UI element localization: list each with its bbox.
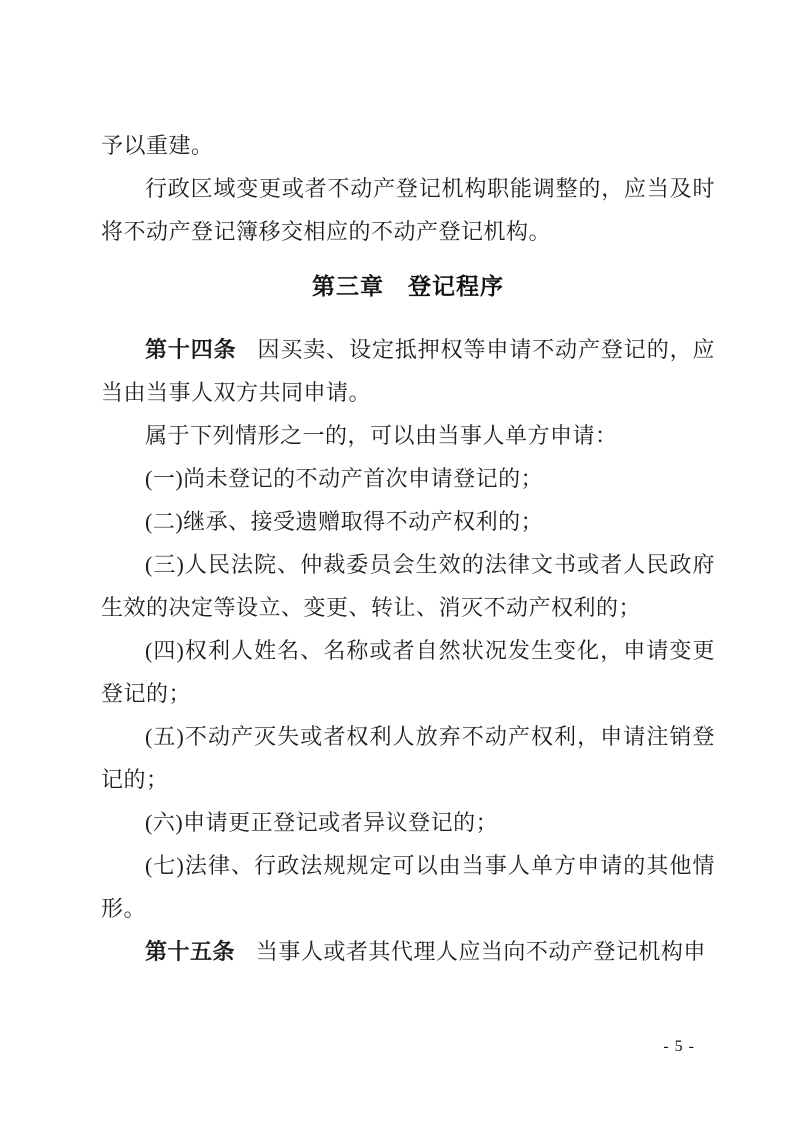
article-14-paragraph [101,328,715,414]
list-item-5: (五)不动产灭失或者权利人放弃不动产权利，申请注销登记的； [101,724,715,792]
list-item-4: (四)权利人姓名、名称或者自然状况发生变化，申请变更登记的； [101,638,715,706]
article-15-number: 第十五条 [145,939,236,964]
list-item-2: (二)继承、接受遗赠取得不动产权利的； [145,509,544,534]
page-footer [0,1036,695,1058]
paragraph-registry-transfer: 行政区域变更或者不动产登记机构职能调整的，应当及时将不动产登记簿移交相应的不动产登记机构。 [101,176,715,244]
paragraph-continuation: 予以重建。 [101,133,214,158]
list-item-7: (七)法律、行政法规规定可以由当事人单方申请的其他情形。 [101,853,715,921]
list-item-6: (六)申请更正登记或者异议登记的； [145,810,499,835]
article-15-paragraph [101,930,715,973]
list-item-3: (三)人民法院、仲裁委员会生效的法律文书或者人民政府生效的决定等设立、变更、转让、消灭不动产权利的； [101,552,715,620]
article-14-text: 因买卖、设定抵押权等申请不动产登记的，应当由当事人双方共同申请。 [101,337,715,405]
document-body [101,124,715,973]
page-number: - 5 - [663,1038,695,1055]
paragraph-unilateral-intro: 属于下列情形之一的，可以由当事人单方申请： [145,423,618,448]
list-item-1: (一)尚未登记的不动产首次申请登记的； [145,466,544,491]
article-15-text: 当事人或者其代理人应当向不动产登记机构申 [255,939,706,964]
chapter-heading: 第三章 登记程序 [312,273,504,299]
article-14-number: 第十四条 [145,337,237,362]
